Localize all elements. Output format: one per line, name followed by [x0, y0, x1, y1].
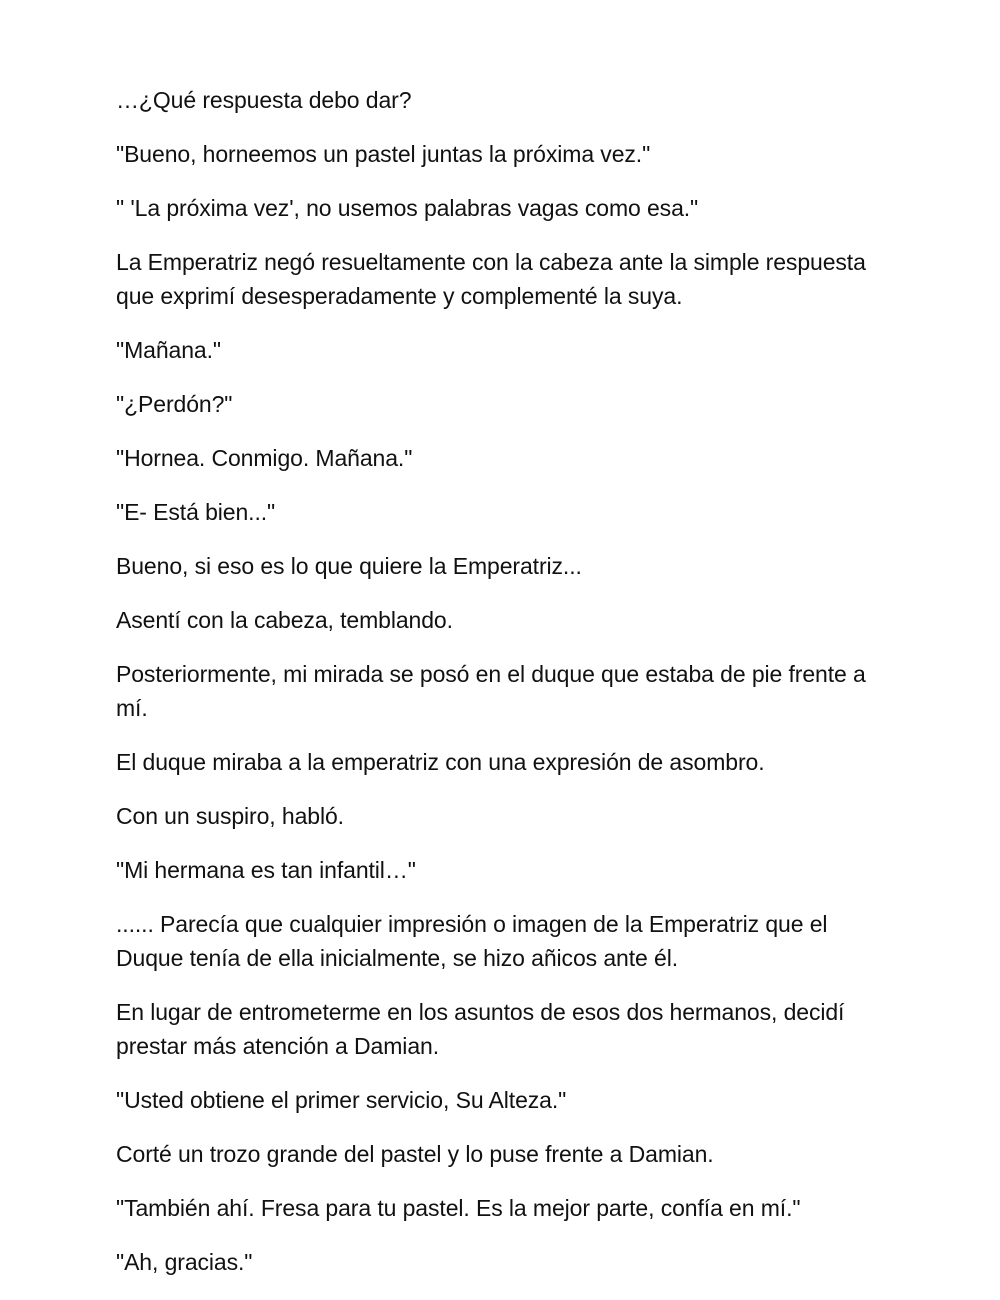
paragraph: …¿Qué respuesta debo dar? [116, 87, 412, 113]
paragraph: "E- Está bien..." [116, 499, 276, 525]
paragraph: " 'La próxima vez', no usemos palabras vagas como esa." [116, 195, 699, 221]
paragraph: "Ah, gracias." [116, 1249, 253, 1275]
paragraph: En lugar de entrometerme en los asuntos de esos dos hermanos, decidí prestar más atención a Damian. [116, 999, 845, 1059]
paragraph: Posteriormente, mi mirada se posó en el duque que estaba de pie frente a mí. [116, 661, 866, 721]
paragraph: Asentí con la cabeza, temblando. [116, 607, 453, 633]
paragraph: "¿Perdón?" [116, 391, 233, 417]
paragraph: El duque miraba a la emperatriz con una expresión de asombro. [116, 749, 765, 775]
paragraph: Con un suspiro, habló. [116, 803, 344, 829]
paragraph: "Mañana." [116, 337, 221, 363]
paragraph: "Usted obtiene el primer servicio, Su Alteza." [116, 1087, 567, 1113]
paragraph: ...... Parecía que cualquier impresión o imagen de la Emperatriz que el Duque tenía de ella inicialmente, se hizo añicos ante él. [116, 911, 828, 971]
paragraph: Bueno, si eso es lo que quiere la Emperatriz... [116, 553, 582, 579]
paragraph: Corté un trozo grande del pastel y lo puse frente a Damian. [116, 1141, 714, 1167]
paragraph: "Bueno, horneemos un pastel juntas la próxima vez." [116, 141, 651, 167]
paragraph: "Hornea. Conmigo. Mañana." [116, 445, 413, 471]
text-body [116, 83, 896, 1299]
paragraph: La Emperatriz negó resueltamente con la cabeza ante la simple respuesta que exprimí desesperadamente y complementé la suya. [116, 249, 866, 309]
paragraph: "Mi hermana es tan infantil…" [116, 857, 416, 883]
paragraph: "También ahí. Fresa para tu pastel. Es la mejor parte, confía en mí." [116, 1195, 801, 1221]
